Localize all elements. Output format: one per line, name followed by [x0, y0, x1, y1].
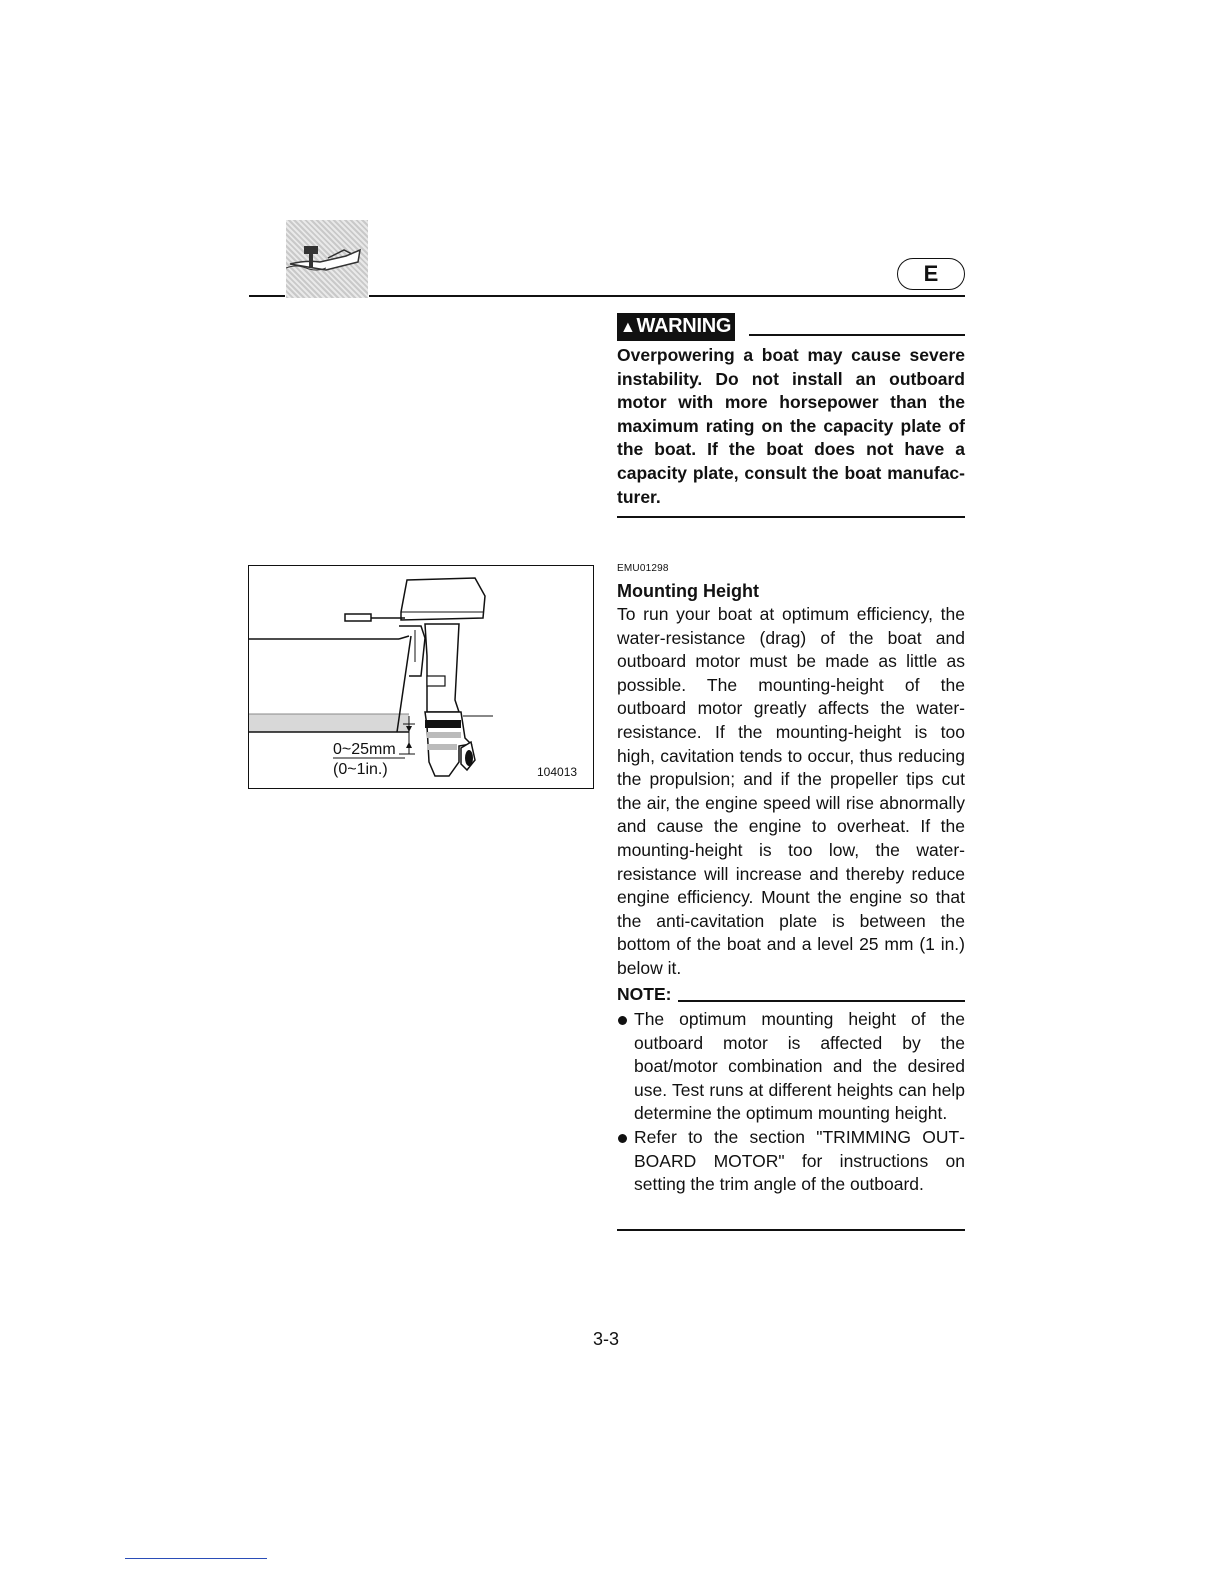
mounting-height-figure	[248, 565, 594, 789]
note-label: NOTE:	[617, 984, 672, 1004]
note-end-rule	[617, 1229, 965, 1231]
header-rule	[369, 295, 965, 297]
dimension-label-inch: (0~1in.)	[333, 761, 388, 778]
footer-link-rule	[125, 1558, 267, 1559]
section-code: EMU01298	[617, 563, 669, 574]
note-list	[617, 1008, 965, 1197]
section-body: To run your boat at optimum efficiency, the water-resistance (drag) of the boat and outboard motor must be made as little as possible. The mounting-height of the outboard motor greatly affects the water-resistance. If the mounting-height is too high, cavitation tends to occur, thus reducing the propulsion; and if the propeller tips cut the air, the engine speed will rise abnormally and cause the engine to overheat. If the mounting-height is too low, the water-resistance will increase and thereby reduce engine efficiency. Mount the engine so that the anti-cavitation plate is between the bottom of the boat and a level 25 mm (1 in.) below it.	[617, 604, 965, 978]
note-header	[617, 982, 965, 1006]
language-badge: E	[897, 258, 965, 290]
warning-label	[617, 313, 735, 341]
boat-with-outboard-motor-icon	[286, 220, 368, 298]
warning-rule	[749, 334, 965, 336]
warning-text: Overpowering a boat may cause severe instability. Do not install an outboard motor with more horsepower than the maximum rating on the capacity plate of the boat. If the boat does not have a capacity plate, consult the boat manufacturer.	[617, 345, 965, 507]
page-number: 3-3	[592, 1329, 619, 1349]
warning-label-text: WARNING	[636, 315, 732, 337]
warning-end-rule	[617, 516, 965, 518]
warning-triangle-icon: ▲	[620, 319, 636, 336]
dimension-label-mm: 0~25mm	[333, 741, 396, 758]
note-rule	[678, 1000, 965, 1002]
note-item: The optimum mounting height of the outboard motor is affected by the boat/motor combination and the desired use. Test runs at different heights can help determine the optimum mounting height.	[617, 1008, 965, 1126]
header-rule	[249, 295, 285, 297]
outboard-motor-illustration	[249, 566, 595, 790]
section-title: Mounting Height	[617, 581, 759, 601]
warning-header	[617, 313, 965, 339]
figure-code: 104013	[537, 765, 578, 779]
note-item: Refer to the section "TRIMMING OUTBOARD MOTOR" for instructions on setting the trim angle of the outboard.	[617, 1126, 965, 1197]
